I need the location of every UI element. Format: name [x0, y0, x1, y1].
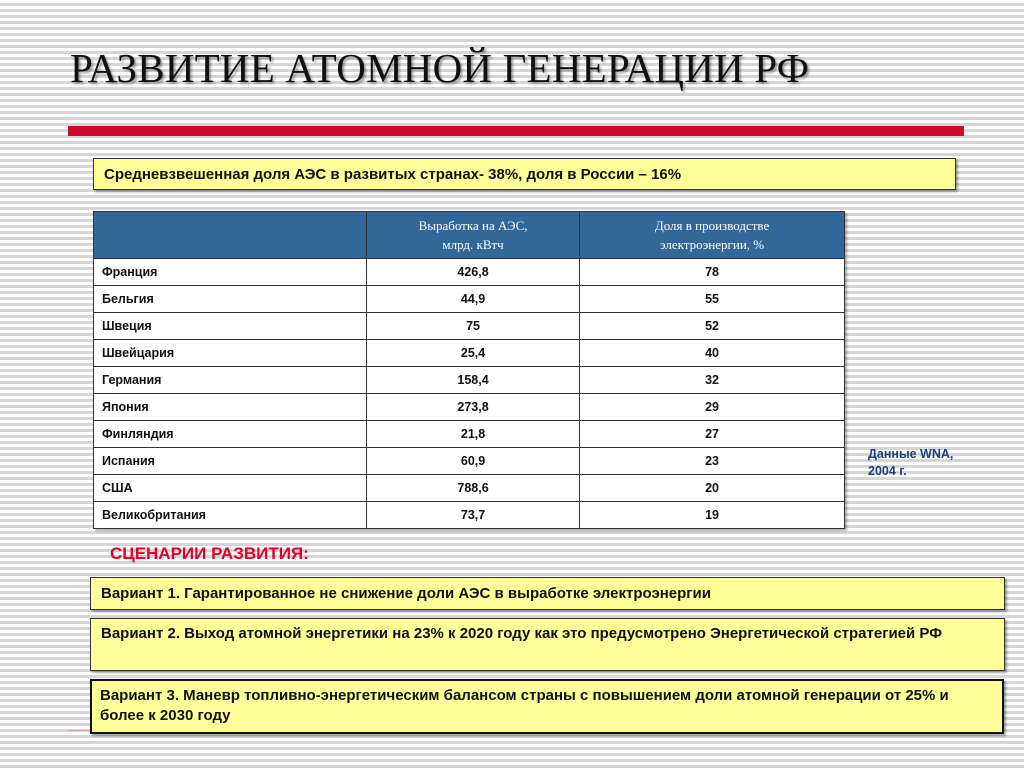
decorative-line	[68, 730, 90, 731]
table-header-share	[580, 212, 845, 259]
generation-cell: 273,8	[366, 394, 579, 421]
share-cell: 78	[580, 259, 845, 286]
table-row	[94, 340, 845, 367]
table-row	[94, 502, 845, 529]
generation-cell: 75	[366, 313, 579, 340]
generation-cell: 788,6	[366, 475, 579, 502]
summary-box: Средневзвешенная доля АЭС в развитых странах- 38%, доля в России – 16%	[93, 158, 956, 190]
share-cell: 32	[580, 367, 845, 394]
country-cell: Япония	[94, 394, 367, 421]
share-cell: 52	[580, 313, 845, 340]
generation-cell: 25,4	[366, 340, 579, 367]
scenario-box-1: Вариант 1. Гарантированное не снижение доли АЭС в выработке электроэнергии	[90, 577, 1005, 610]
scenario-box-2: Вариант 2. Выход атомной энергетики на 23% к 2020 году как это предусмотрено Энергетической стратегией РФ	[90, 618, 1005, 671]
table-header-country	[94, 212, 367, 259]
share-cell: 40	[580, 340, 845, 367]
table-row	[94, 259, 845, 286]
source-note: Данные WNA, 2004 г.	[868, 447, 954, 478]
country-cell: Великобритания	[94, 502, 367, 529]
share-cell: 19	[580, 502, 845, 529]
generation-cell: 44,9	[366, 286, 579, 313]
table-row	[94, 448, 845, 475]
country-cell: Швейцария	[94, 340, 367, 367]
generation-cell: 21,8	[366, 421, 579, 448]
generation-cell: 60,9	[366, 448, 579, 475]
country-cell: Бельгия	[94, 286, 367, 313]
share-cell: 23	[580, 448, 845, 475]
table-row	[94, 475, 845, 502]
scenarios-heading: СЦЕНАРИИ РАЗВИТИЯ:	[110, 544, 309, 563]
generation-cell: 73,7	[366, 502, 579, 529]
country-cell: США	[94, 475, 367, 502]
table-header-row	[94, 212, 845, 259]
table-row	[94, 313, 845, 340]
country-cell: Финляндия	[94, 421, 367, 448]
share-cell: 20	[580, 475, 845, 502]
generation-cell: 158,4	[366, 367, 579, 394]
nuclear-data-table	[93, 211, 845, 529]
generation-cell: 426,8	[366, 259, 579, 286]
share-cell: 29	[580, 394, 845, 421]
scenario-box-3: Вариант 3. Маневр топливно-энергетическим балансом страны с повышением доли атомной генерации от 25% и более к 2030 году	[90, 679, 1004, 734]
header-share-text: Доля в производстве электроэнергии, %	[654, 218, 770, 252]
share-cell: 55	[580, 286, 845, 313]
header-generation-text: Выработка на АЭС, млрд. кВтч	[418, 218, 528, 252]
table-row	[94, 421, 845, 448]
table-row	[94, 394, 845, 421]
table-header-generation	[366, 212, 579, 259]
title-underline-bar	[68, 126, 964, 136]
share-cell: 27	[580, 421, 845, 448]
country-cell: Испания	[94, 448, 367, 475]
table-row	[94, 367, 845, 394]
table-row	[94, 286, 845, 313]
slide-title: РАЗВИТИЕ АТОМНОЙ ГЕНЕРАЦИИ РФ	[70, 45, 810, 91]
country-cell: Швеция	[94, 313, 367, 340]
country-cell: Франция	[94, 259, 367, 286]
country-cell: Германия	[94, 367, 367, 394]
